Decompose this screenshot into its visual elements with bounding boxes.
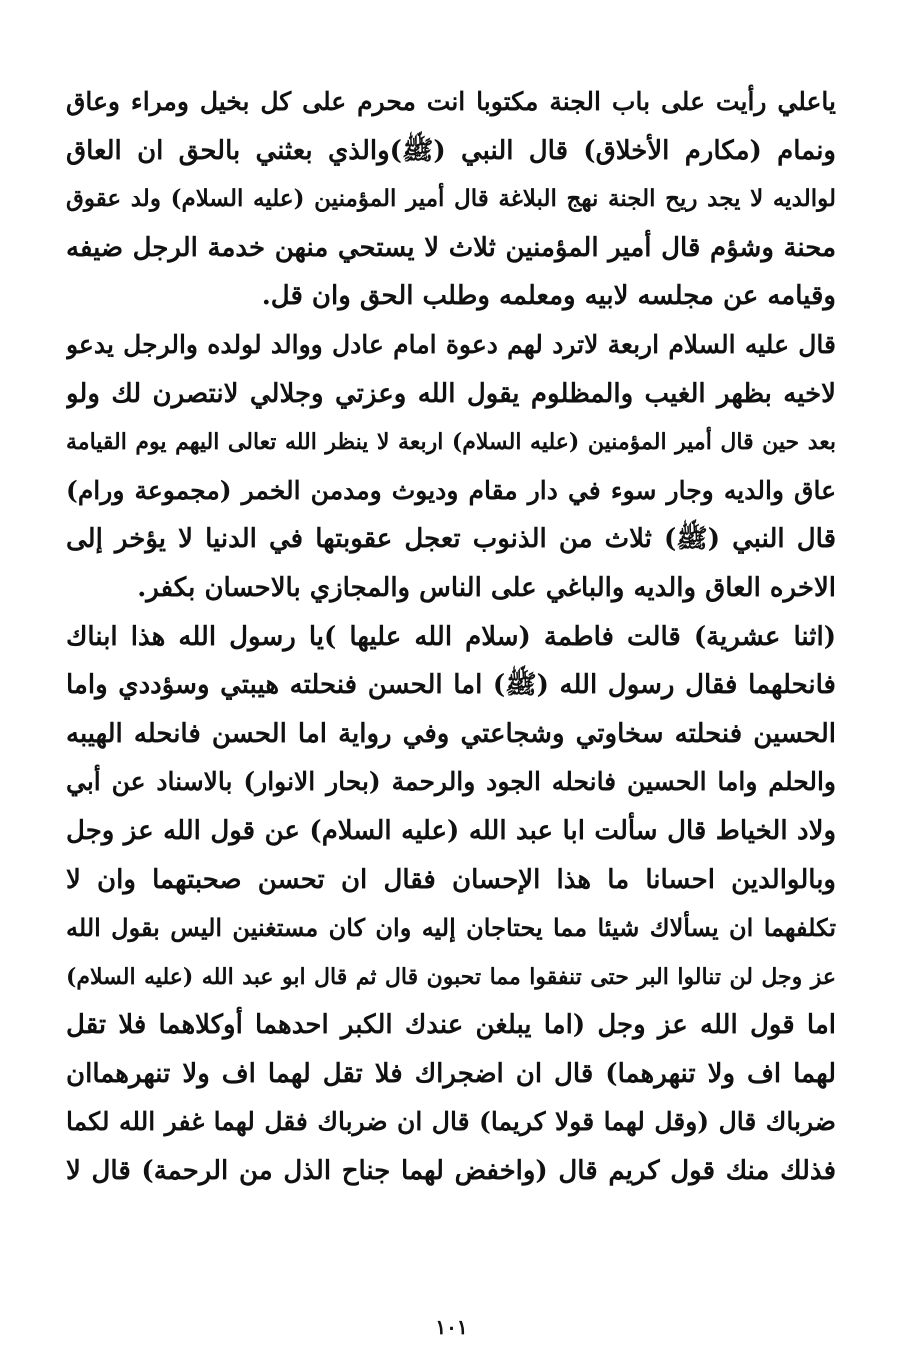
text-line: لوالديه لا يجد ريح الجنة نهج البلاغة قال أمير المؤمنين (عليه السلام) ولد عقوق — [66, 185, 836, 213]
text-line: ولاد الخياط قال سألت ابا عبد الله (عليه السلام) عن قول الله عز وجل — [66, 815, 836, 846]
text-line: فانحلهما فقال رسول الله (ﷺ) اما الحسن فنحلته هيبتي وسؤددي واما — [66, 670, 836, 701]
text-line: وبالوالدين احسانا ما هذا الإحسان فقال ان تحسن صحبتهما وان لا — [66, 864, 836, 895]
body-text — [66, 78, 836, 1196]
text-line: لاخيه بظهر الغيب والمظلوم يقول الله وعزتي وجلالي لانتصرن لك ولو — [66, 378, 836, 409]
text-line: بعد حين قال أمير المؤمنين (عليه السلام) اربعة لا ينظر الله تعالى اليهم يوم القيامة — [66, 429, 836, 456]
text-line: وقيامه عن مجلسه لابيه ومعلمه وطلب الحق وان قل. — [261, 281, 836, 312]
text-line: ضرباك قال (وقل لهما قولا كريما) قال ان ضرباك فقل لهما غفر الله لكما — [66, 1107, 836, 1137]
text-line: قال النبي (ﷺ) ثلاث من الذنوب تعجل عقوبتها في الدنيا لا يؤخر إلى — [66, 524, 836, 555]
page-number: ١٠١ — [435, 1315, 468, 1339]
text-line: اما قول الله عز وجل (اما يبلغن عندك الكبر احدهما أوكلاهما فلا تقل — [66, 1010, 836, 1041]
text-line: والحلم واما الحسين فانحله الجود والرحمة (بحار الانوار) بالاسناد عن أبي — [66, 767, 836, 797]
text-line: ونمام (مكارم الأخلاق) قال النبي (ﷺ)والذي بعثني بالحق ان العاق — [66, 135, 836, 166]
text-line: ياعلي رأيت على باب الجنة مكتوبا انت محرم على كل بخيل ومراء وعاق — [66, 87, 836, 116]
text-line: لهما اف ولا تنهرهما) قال ان اضجراك فلا تقل لهما اف ولا تنهرهماان — [66, 1058, 836, 1089]
text-line: عاق والديه وجار سوء في دار مقام وديوث ومدمن الخمر (مجموعة ورام) — [66, 475, 836, 505]
text-line: الاخره العاق والديه والباغي على الناس والمجازي بالاحسان بكفر. — [137, 572, 836, 603]
text-line: فذلك منك قول كريم قال (واخفض لهما جناح الذل من الرحمة) قال لا — [66, 1156, 836, 1187]
text-line: قال عليه السلام اربعة لاترد لهم دعوة امام عادل ووالد لولده والرجل يدعو — [66, 329, 836, 359]
text-line: عز وجل لن تنالوا البر حتى تنفقوا مما تحبون قال ثم قال ابو عبد الله (عليه السلام) — [66, 963, 836, 990]
text-line: (اثنا عشرية) قالت فاطمة (سلام الله عليها )يا رسول الله هذا ابناك — [66, 621, 836, 652]
text-line: محنة وشؤم قال أمير المؤمنين ثلاث لا يستحي منهن خدمة الرجل ضيفه — [66, 232, 836, 263]
text-line: الحسين فنحلته سخاوتي وشجاعتي وفي رواية اما الحسن فانحله الهيبه — [66, 718, 836, 749]
text-line: تكلفهما ان يسألاك شيئا مما يحتاجان إليه وان كان مستغنين اليس بقول الله — [66, 913, 836, 943]
